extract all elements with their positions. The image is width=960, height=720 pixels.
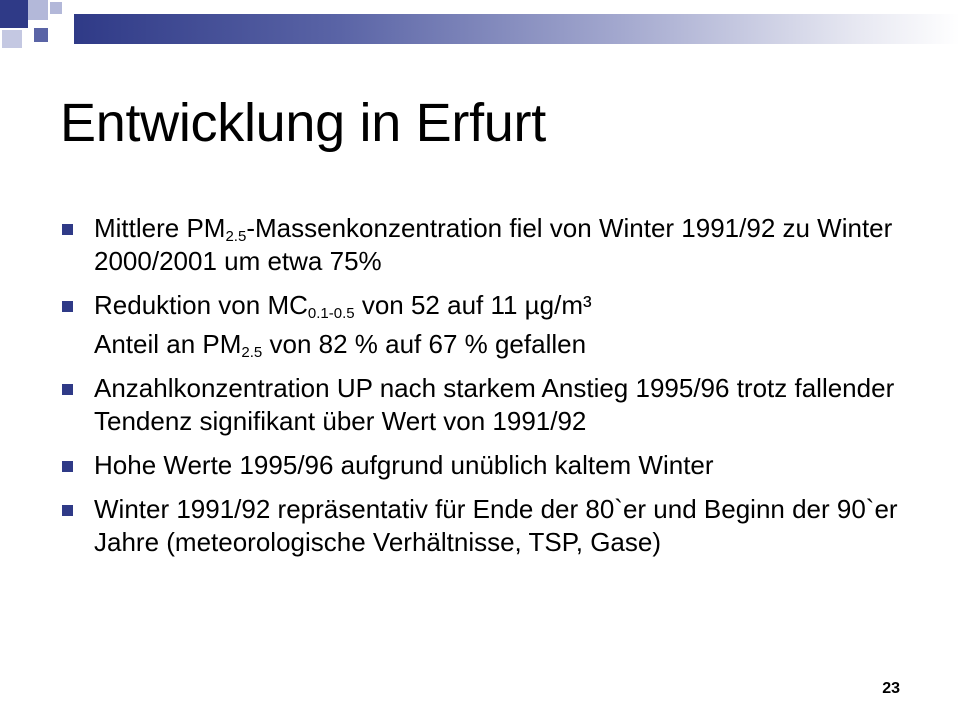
bullet-item: [62, 212, 922, 278]
slide-title: Entwicklung in Erfurt: [60, 93, 546, 153]
bullet-text: -Massenkonzentration fiel von Winter 1991/92 zu Winter 2000/2001 um etwa 75%: [94, 213, 893, 276]
corner-square-mid: [34, 28, 48, 42]
header-gradient-bar: [74, 14, 960, 44]
bullet-text: Anteil an PM: [94, 329, 242, 359]
bullet-list: [62, 212, 922, 559]
square-bullet-icon: [62, 505, 73, 516]
square-bullet-icon: [62, 461, 73, 472]
bullet-text: Hohe Werte 1995/96 aufgrund unüblich kaltem Winter: [94, 450, 714, 480]
bullet-text: Anzahlkonzentration UP nach starkem Anstieg 1995/96 trotz fallender Tendenz signifikant über Wert von 1991/92: [94, 373, 895, 436]
square-bullet-icon: [62, 224, 73, 235]
square-bullet-icon: [62, 384, 73, 395]
corner-square-dark: [0, 0, 28, 28]
square-bullet-icon: [62, 301, 73, 312]
bullet-item: [62, 449, 922, 482]
bullet-text: von 82 % auf 67 % gefallen: [262, 329, 587, 359]
bullet-text: Winter 1991/92 repräsentativ für Ende der 80`er und Beginn der 90`er Jahre (meteorologische Verhältnisse, TSP, Gase): [94, 494, 898, 557]
bullet-item: [62, 289, 922, 322]
corner-square-light-2: [2, 30, 22, 48]
bullet-text: von 52 auf 11 µg/m³: [354, 290, 592, 320]
page-number: 23: [882, 680, 900, 697]
bullet-text: Mittlere PM: [94, 213, 226, 243]
subscript: 2.5: [241, 344, 263, 361]
subscript: 2.5: [225, 228, 247, 245]
subscript: 0.1-0.5: [307, 305, 355, 322]
bullet-text: Reduktion von MC: [94, 290, 308, 320]
corner-square-light: [28, 0, 48, 20]
corner-square-small: [50, 2, 62, 14]
bullet-item: [62, 372, 922, 438]
bullet-item: [62, 493, 922, 559]
bullet-continuation: [62, 328, 922, 361]
